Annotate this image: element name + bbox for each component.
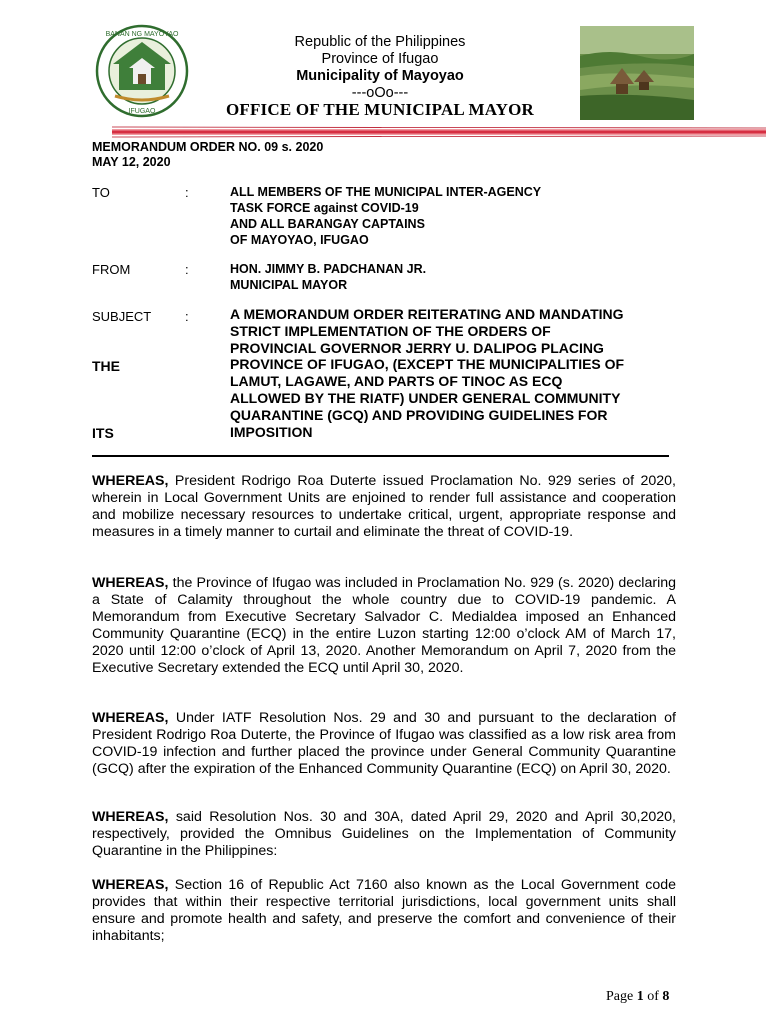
to-colon: : bbox=[185, 185, 189, 200]
from-label: FROM bbox=[92, 262, 131, 277]
header-republic: Republic of the Philippines bbox=[294, 34, 466, 50]
subject-line: IMPOSITION bbox=[230, 423, 313, 440]
whereas-paragraph bbox=[92, 710, 676, 778]
subject-line: STRICT IMPLEMENTATION OF THE ORDERS OF bbox=[230, 322, 551, 339]
header-province: Province of Ifugao bbox=[321, 51, 439, 67]
woven-band-divider bbox=[112, 126, 766, 138]
subject-line: QUARANTINE (GCQ) AND PROVIDING GUIDELINES FOR bbox=[230, 406, 608, 423]
header-ornament: ---oOo--- bbox=[351, 85, 409, 101]
to-line: ALL MEMBERS OF THE MUNICIPAL INTER-AGENCY bbox=[230, 185, 542, 199]
to-line: TASK FORCE against COVID-19 bbox=[230, 201, 419, 215]
whereas-paragraph bbox=[92, 575, 676, 677]
memo-number: MEMORANDUM ORDER NO. 09 s. 2020 bbox=[92, 140, 324, 154]
header-municipality: Municipality of Mayoyao bbox=[296, 68, 464, 84]
page-current: 1 bbox=[636, 989, 644, 1004]
to-line: OF MAYOYAO, IFUGAO bbox=[230, 233, 369, 247]
whereas-lead: WHEREAS, bbox=[92, 877, 169, 893]
subject-colon: : bbox=[185, 309, 189, 324]
to-label: TO bbox=[92, 185, 110, 200]
rice-terraces-photo bbox=[580, 26, 694, 120]
subject-line: A MEMORANDUM ORDER REITERATING AND MANDATING bbox=[230, 306, 624, 322]
seal-top-text: BANAN NG MAYOYAO bbox=[105, 31, 179, 38]
whereas-paragraph bbox=[92, 809, 676, 860]
whereas-text: Under IATF Resolution Nos. 29 and 30 and pursuant to the declaration of President Rodrigo Roa Duterte, the Province of Ifugao was classified as a low risk area from COVID-19 infection and further placed the province under General Community Quarantine (GCQ) after the expiration of the Enhanced Community Quarantine (ECQ) on April 30, 2020. bbox=[92, 710, 676, 777]
whereas-text: the Province of Ifugao was included in Proclamation No. 929 (s. 2020) declaring a State of Calamity throughout the whole country due to COVID-19 pandemic. A Memorandum from Executive Secretary Salvador C. Medialdea imposed an Enhanced Community Quarantine (ECQ) in the entire Luzon starting 12:00 o’clock AM of March 17, 2020 until 12:00 o’clock of April 13, 2020. Another Memorandum on April 7, 2020 from the Executive Secretary extended the ECQ until April 30, 2020. bbox=[92, 575, 676, 676]
subject-side-word: THE bbox=[92, 358, 120, 374]
whereas-paragraph bbox=[92, 877, 676, 945]
to-line: AND ALL BARANGAY CAPTAINS bbox=[230, 217, 425, 231]
subject-line: PROVINCE OF IFUGAO, (EXCEPT THE MUNICIPALITIES OF bbox=[230, 356, 625, 373]
whereas-lead: WHEREAS, bbox=[92, 710, 169, 726]
whereas-lead: WHEREAS, bbox=[92, 575, 169, 591]
office-title: OFFICE OF THE MUNICIPAL MAYOR bbox=[225, 100, 535, 119]
from-sender bbox=[230, 261, 426, 293]
memo-date: MAY 12, 2020 bbox=[92, 155, 171, 169]
from-line: HON. JIMMY B. PADCHANAN JR. bbox=[230, 262, 427, 276]
whereas-lead: WHEREAS, bbox=[92, 473, 169, 489]
to-recipients bbox=[230, 184, 541, 248]
whereas-paragraph bbox=[92, 473, 676, 541]
page-number bbox=[606, 989, 669, 1005]
whereas-text: said Resolution Nos. 30 and 30A, dated April 29, 2020 and April 30,2020, respectively, provided the Omnibus Guidelines on the Implementation of Community Quarantine in the Philippines: bbox=[92, 809, 676, 859]
subject-line: PROVINCIAL GOVERNOR JERRY U. DALIPOG PLACING bbox=[230, 339, 604, 356]
whereas-text: Section 16 of Republic Act 7160 also known as the Local Government code provides that within their respective territorial jurisdictions, local government units shall ensure and promote health and safety, and preserve the comfort and convenience of their inhabitants; bbox=[92, 877, 676, 944]
subject-text bbox=[230, 306, 676, 440]
page-total: 8 bbox=[662, 989, 670, 1004]
subject-side-word: ITS bbox=[92, 425, 114, 441]
subject-divider-rule bbox=[92, 455, 669, 457]
from-colon: : bbox=[185, 262, 189, 277]
from-line: MUNICIPAL MAYOR bbox=[230, 278, 348, 292]
page-of: of bbox=[647, 989, 659, 1004]
whereas-text: President Rodrigo Roa Duterte issued Proclamation No. 929 series of 2020, wherein in Local Government Units are enjoined to render full assistance and cooperation and mobilize necessary resources to undertake critical, urgent, appropriate response and measures in a timely manner to curtail and eliminate the threat of COVID-19. bbox=[92, 473, 676, 540]
page-word: Page bbox=[606, 989, 634, 1004]
subject-line: ALLOWED BY THE RIATF) UNDER GENERAL COMMUNITY bbox=[230, 389, 621, 406]
whereas-lead: WHEREAS, bbox=[92, 809, 169, 825]
subject-label: SUBJECT bbox=[92, 309, 152, 324]
subject-line: LAMUT, LAGAWE, AND PARTS OF TINOC AS ECQ bbox=[230, 373, 563, 390]
seal-bottom-text: IFUGAO bbox=[128, 108, 156, 115]
